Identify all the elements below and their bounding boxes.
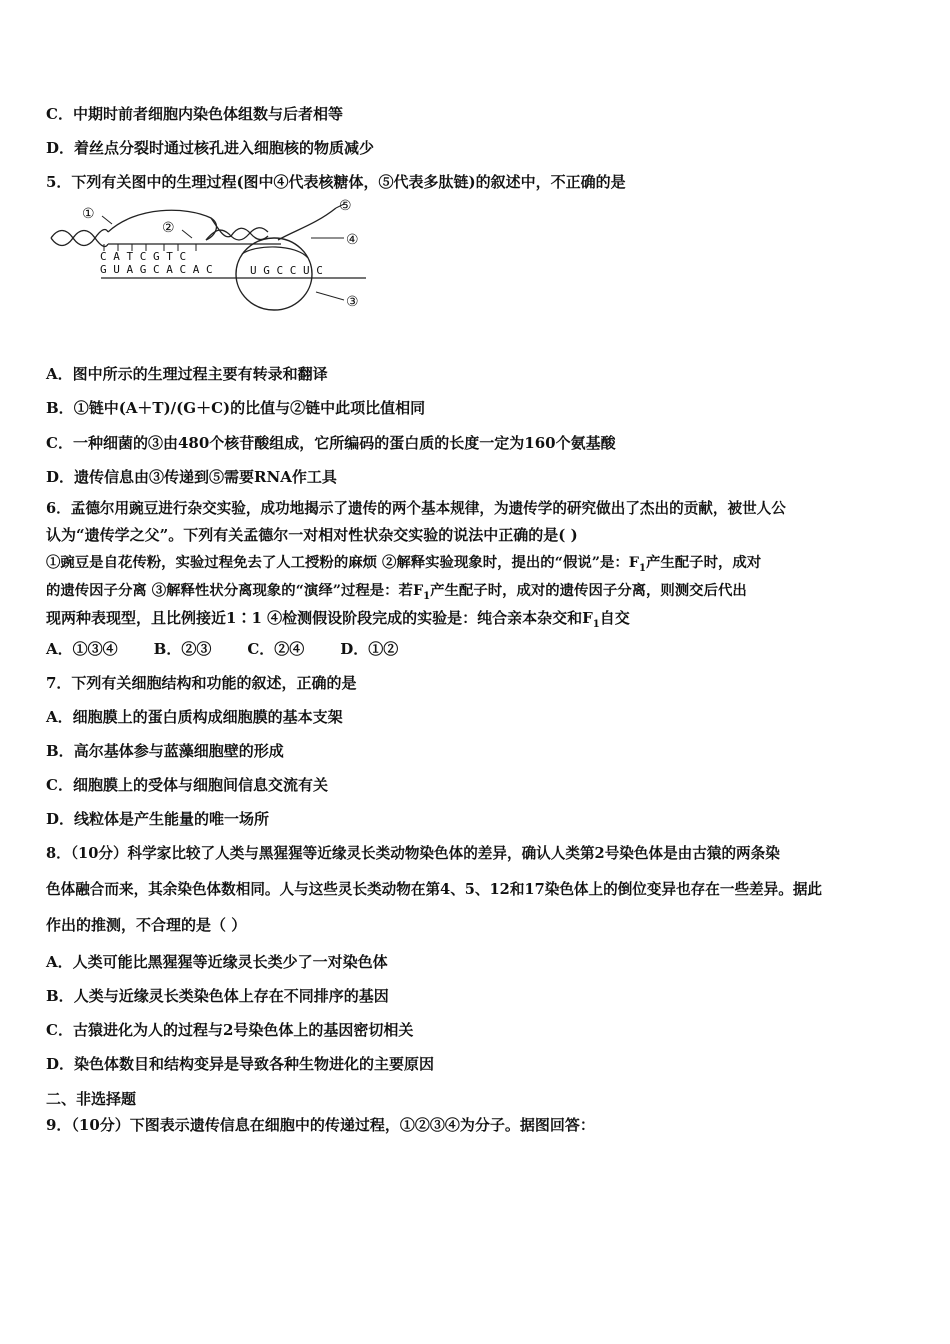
q6-stem-line2: 认为“遗传学之父”。下列有关孟德尔一对相对性状杂交实验的说法中正确的是( ) (46, 526, 578, 544)
pointer-line (316, 292, 344, 300)
option-text: 遗传信息由③传递到⑤需要RNA作工具 (74, 468, 337, 486)
q6-option-d: D．①② (340, 640, 399, 658)
q7-option-c (46, 774, 328, 795)
option-label: C． (46, 776, 73, 794)
option-text: 一种细菌的③由480个核苷酸组成，它所编码的蛋白质的长度一定为160个氨基酸 (72, 434, 616, 452)
option-label: C． (46, 1021, 73, 1039)
option-text: ①链中(A＋T)/(G＋C)的比值与②链中此项比值相同 (73, 399, 426, 417)
option-label: D． (46, 810, 75, 828)
transcription-translation-figure (46, 196, 376, 326)
dna-helix-right (211, 218, 268, 240)
option-text: 线粒体是产生能量的唯一场所 (74, 810, 270, 828)
q6-option-b: B．②③ (153, 640, 212, 658)
option-label: D． (46, 139, 75, 157)
q4-option-c (46, 103, 343, 124)
q7-option-a (46, 706, 343, 727)
q5-option-b (46, 397, 425, 418)
option-label: A． (46, 708, 73, 726)
subscript: 1 (592, 619, 600, 630)
option-text: 人类可能比黑猩猩等近缘灵长类少了一对染色体 (72, 953, 388, 971)
marker-3: ③ (346, 294, 359, 310)
q6-options (46, 638, 434, 659)
q7-option-d (46, 808, 269, 829)
rna-sequence: G U A G C A C A C (100, 263, 213, 276)
option-text: 人类与近缘灵长类染色体上存在不同排序的基因 (73, 987, 389, 1005)
option-label: D． (46, 468, 75, 486)
q5-stem: 5．下列有关图中的生理过程(图中④代表核糖体，⑤代表多肽链)的叙述中，不正确的是 (46, 173, 626, 191)
q5-option-d (46, 466, 337, 487)
marker-5: ⑤ (339, 198, 352, 214)
option-label: B． (46, 399, 74, 417)
option-label: C． (46, 434, 73, 452)
q6-option-a: A．①③④ (46, 640, 118, 658)
option-label: B． (46, 987, 74, 1005)
q6-statement-line (46, 579, 747, 602)
option-text: 着丝点分裂时通过核孔进入细胞核的物质减少 (74, 139, 375, 157)
q8-stem-line3: 作出的推测，不合理的是（ ） (46, 916, 247, 934)
q4-option-d (46, 137, 374, 158)
q9-stem: 9．（10分）下图表示遗传信息在细胞中的传递过程，①②③④为分子。据图回答： (46, 1116, 595, 1134)
q5-option-a (46, 363, 328, 384)
dna-sequence: C A T C G T C (100, 250, 187, 263)
marker-1: ① (82, 206, 95, 222)
q6-option-c: C．②④ (247, 640, 305, 658)
statement-text: 产生配子时，成对的遗传因子分离，则测交后代出 (430, 582, 747, 599)
q6-stem-line1: 6．孟德尔用豌豆进行杂交实验，成功地揭示了遗传的两个基本规律，为遗传学的研究做出了杰出的贡献，被世人公 (46, 500, 786, 517)
pointer-line (182, 230, 192, 238)
option-text: 古猿进化为人的过程与2号染色体上的基因密切相关 (72, 1021, 414, 1039)
q8-option-c (46, 1019, 413, 1040)
subscript: 1 (423, 590, 431, 602)
subscript: 1 (639, 562, 646, 574)
marker-2: ② (162, 220, 175, 236)
q8-option-a (46, 951, 388, 972)
marker-4: ④ (346, 232, 359, 248)
option-text: 中期时前者细胞内染色体组数与后者相等 (72, 105, 343, 123)
option-label: C． (46, 105, 73, 123)
q5-option-c (46, 432, 616, 453)
q7-stem: 7．下列有关细胞结构和功能的叙述，正确的是 (46, 674, 357, 692)
option-label: B． (46, 742, 74, 760)
q6-statement-line (46, 551, 761, 574)
q8-option-d (46, 1053, 434, 1074)
option-text: 图中所示的生理过程主要有转录和翻译 (72, 365, 328, 383)
option-text: 细胞膜上的蛋白质构成细胞膜的基本支架 (72, 708, 343, 726)
option-label: A． (46, 365, 73, 383)
ribosome-subunit (242, 247, 308, 258)
option-text: 细胞膜上的受体与细胞间信息交流有关 (72, 776, 328, 794)
codon-sequence: U G C C U C (250, 264, 323, 277)
option-label: A． (46, 953, 73, 971)
q8-option-b (46, 985, 389, 1006)
statement-text: 自交 (599, 609, 630, 627)
q8-stem-line1: 8．（10分）科学家比较了人类与黑猩猩等近缘灵长类动物染色体的差异，确认人类第2号染色体是由古猿的两条染 (46, 845, 780, 862)
q7-option-b (46, 740, 284, 761)
statement-text: 产生配子时，成对 (646, 554, 762, 571)
option-text: 染色体数目和结构变异是导致各种生物进化的主要原因 (74, 1055, 435, 1073)
q8-stem-line2: 色体融合而来，其余染色体数相同。人与这些灵长类动物在第4、5、12和17染色体上的倒位变异也存在一些差异。据此 (46, 881, 823, 898)
pointer-line (102, 216, 112, 224)
section-title: 二、非选择题 (46, 1090, 137, 1108)
option-label: D． (46, 1055, 75, 1073)
statement-text: 现两种表现型，且比例接近1∶1 ④检测假设阶段完成的实验是：纯合亲本杂交和F (46, 609, 593, 627)
polypeptide-chain (278, 208, 336, 240)
option-text: 高尔基体参与蓝藻细胞壁的形成 (73, 742, 284, 760)
statement-text: 的遗传因子分离 ③解释性状分离现象的“演绎”过程是：若F (46, 582, 424, 599)
q6-statement-line (46, 607, 630, 630)
statement-text: ①豌豆是自花传粉，实验过程免去了人工授粉的麻烦 ②解释实验现象时，提出的“假说”是：F (46, 554, 640, 571)
